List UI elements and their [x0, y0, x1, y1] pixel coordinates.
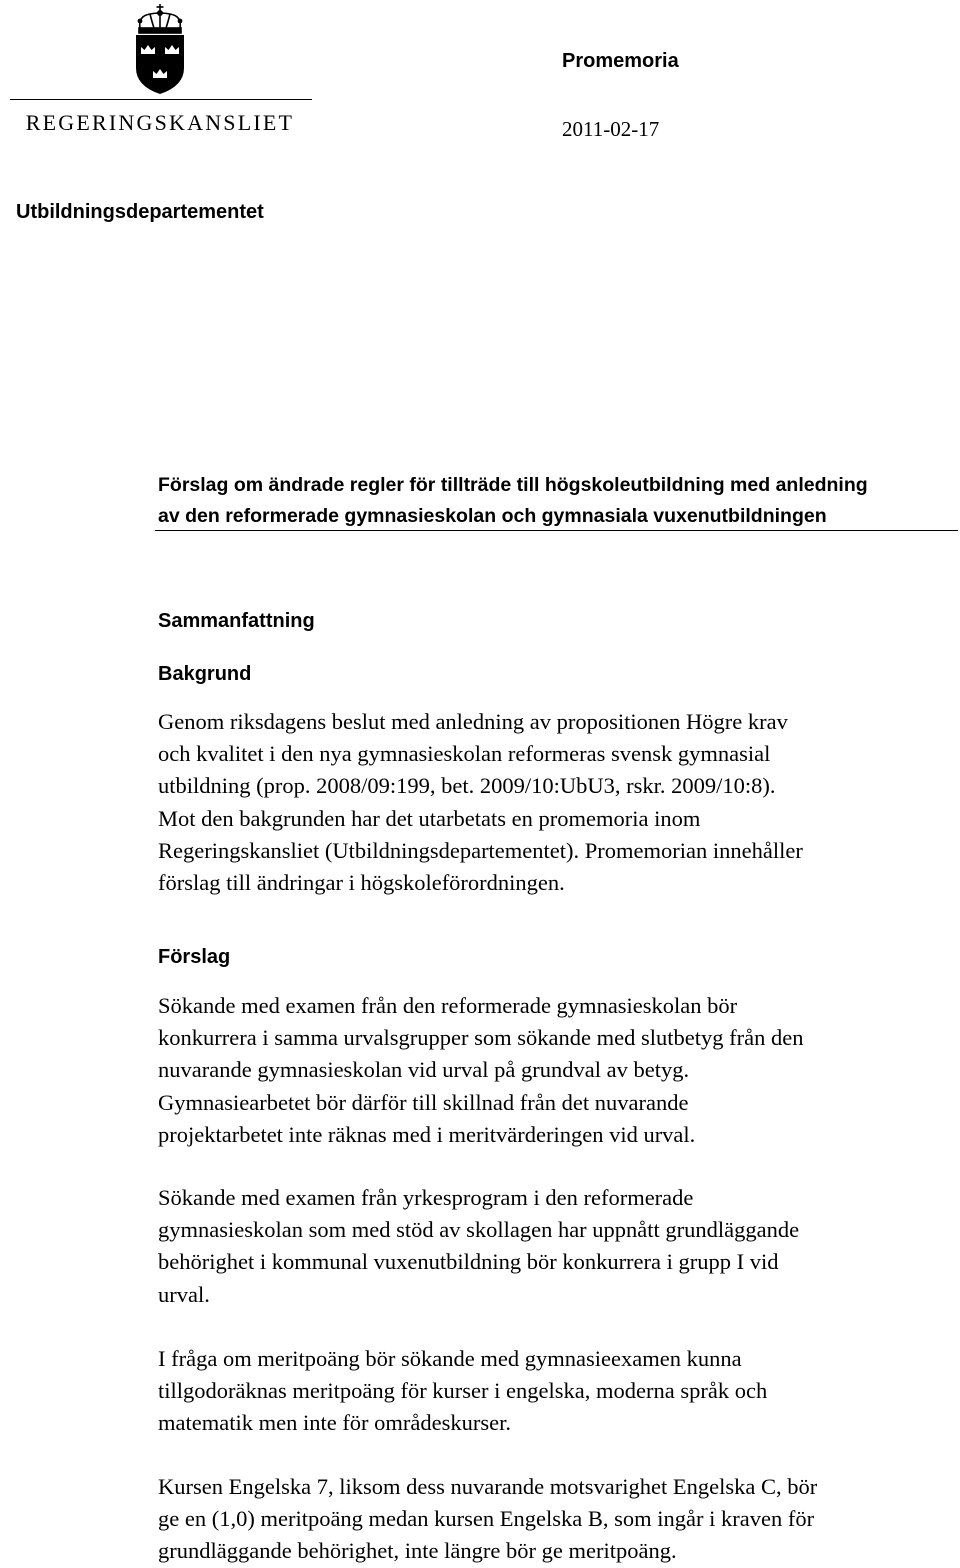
title-line: Förslag om ändrade regler för tillträde till högskoleutbildning med anledning — [158, 474, 868, 496]
background-heading: Bakgrund — [158, 663, 252, 685]
paragraph-line: nuvarande gymnasieskolan vid urval på grundval av betyg. — [158, 1057, 690, 1083]
paragraph-line: ge en (1,0) meritpoäng medan kursen Engelska B, som ingår i kraven för — [158, 1506, 815, 1532]
proposal-heading: Förslag — [158, 946, 231, 968]
paragraph-line: tillgodoräknas meritpoäng för kurser i engelska, moderna språk och — [158, 1378, 768, 1404]
paragraph-line: utbildning (prop. 2008/09:199, bet. 2009/10:UbU3, rskr. 2009/10:8). — [158, 773, 776, 799]
proposal-paragraph-3 — [158, 1343, 953, 1440]
proposal-paragraph-1 — [158, 990, 953, 1151]
title-line: av den reformerade gymnasieskolan och gymnasiala vuxenutbildningen — [158, 505, 827, 527]
paragraph-line: Sökande med examen från yrkesprogram i den reformerade — [158, 1185, 694, 1210]
paragraph-line: Gymnasiearbetet bör därför till skillnad från det nuvarande — [158, 1089, 689, 1115]
paragraph-line: Genom riksdagens beslut med anledning av propositionen Högre krav — [158, 709, 788, 734]
document-type: Promemoria — [562, 50, 679, 72]
background-paragraph — [158, 706, 953, 899]
logo-divider — [10, 99, 312, 100]
paragraph-line: grundläggande behörighet, inte längre bör ge meritpoäng. — [158, 1538, 677, 1564]
logo-wordmark: REGERINGSKANSLIET — [25, 110, 295, 135]
paragraph-line: Regeringskansliet (Utbildningsdepartementet). Promemorian innehåller — [158, 837, 803, 863]
paragraph-line: matematik men inte för områdeskurser. — [158, 1410, 512, 1436]
regeringskansliet-logo — [10, 2, 310, 137]
paragraph-line: urval. — [158, 1281, 210, 1307]
paragraph-line: Kursen Engelska 7, liksom dess nuvarande motsvarighet Engelska C, bör — [158, 1474, 818, 1499]
department-name: Utbildningsdepartementet — [16, 201, 264, 223]
document-title — [158, 470, 958, 532]
paragraph-line: förslag till ändringar i högskoleförordningen. — [158, 870, 565, 896]
paragraph-line: konkurrera i samma urvalsgrupper som sökande med slutbetyg från den — [158, 1025, 804, 1051]
proposal-paragraph-2 — [158, 1182, 953, 1311]
document-date: 2011-02-17 — [562, 117, 660, 141]
paragraph-line: Sökande med examen från den reformerade gymnasieskolan bör — [158, 993, 738, 1018]
paragraph-line: gymnasieskolan som med stöd av skollagen har uppnått grundläggande — [158, 1217, 800, 1243]
title-divider — [155, 530, 958, 531]
paragraph-line: Mot den bakgrunden har det utarbetats en promemoria inom — [158, 805, 701, 831]
paragraph-line: behörighet i kommunal vuxenutbildning bör konkurrera i grupp I vid — [158, 1249, 779, 1275]
paragraph-line: och kvalitet i den nya gymnasieskolan reformeras svensk gymnasial — [158, 741, 771, 767]
crown-shield-icon — [10, 2, 310, 100]
paragraph-line: I fråga om meritpoäng bör sökande med gymnasieexamen kunna — [158, 1346, 742, 1371]
paragraph-line: projektarbetet inte räknas med i meritvärderingen vid urval. — [158, 1121, 696, 1147]
proposal-paragraph-4 — [158, 1471, 953, 1568]
summary-heading: Sammanfattning — [158, 610, 315, 632]
